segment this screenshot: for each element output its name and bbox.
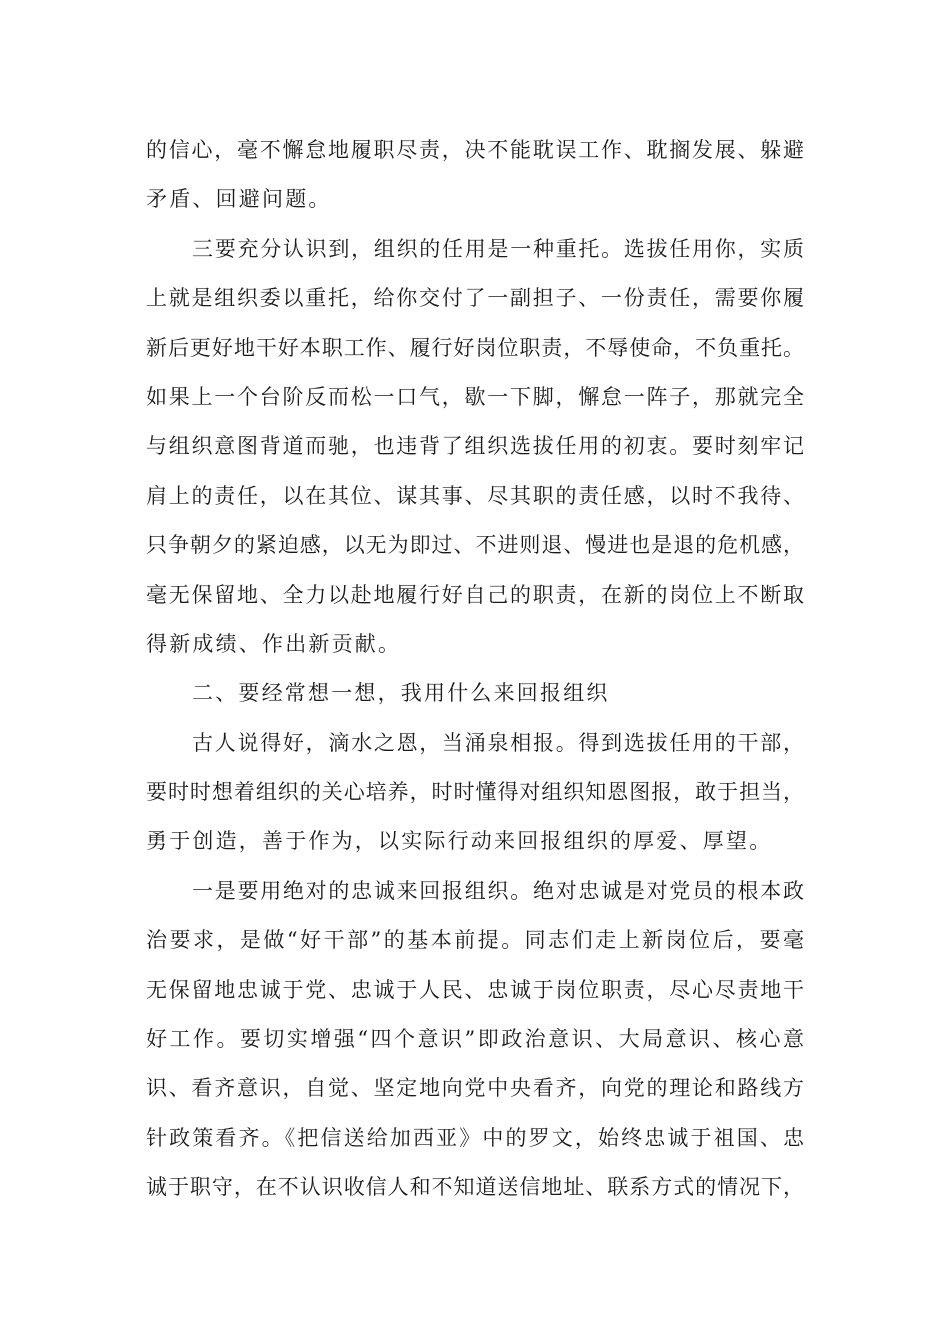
text-line: 得新成绩、作出新贡献。 xyxy=(146,631,402,656)
text-line: 识、看齐意识，自觉、坚定地向党中央看齐，向党的理论和路线方 xyxy=(146,1076,804,1101)
text-line: 治要求，是做“好干部”的基本前提。同志们走上新岗位后，要毫 xyxy=(146,928,804,953)
text-line: 古人说得好，滴水之恩，当涌泉相报。得到选拔任用的干部， xyxy=(192,730,804,755)
text-line: 好工作。要切实增强“四个意识”即政治意识、大局意识、核心意 xyxy=(146,1027,804,1052)
text-line: 与组织意图背道而驰，也违背了组织选拔任用的初衷。要时刻牢记 xyxy=(146,434,804,459)
text-line: 一是要用绝对的忠诚来回报组织。绝对忠诚是对党员的根本政 xyxy=(192,878,804,903)
text-line: 无保留地忠诚于党、忠诚于人民、忠诚于岗位职责，尽心尽责地干 xyxy=(146,977,804,1002)
text-line: 毫无保留地、全力以赴地履行好自己的职责，在新的岗位上不断取 xyxy=(146,582,804,607)
text-line: 新后更好地干好本职工作、履行好岗位职责，不辱使命，不负重托。 xyxy=(146,335,804,360)
text-line: 肩上的责任，以在其位、谋其事、尽其职的责任感，以时不我待、 xyxy=(146,483,804,508)
text-line: 只争朝夕的紧迫感，以无为即过、不进则退、慢进也是退的危机感， xyxy=(146,533,804,558)
text-line: 诚于职守，在不认识收信人和不知道送信地址、联系方式的情况下， xyxy=(146,1175,804,1200)
text-line: 二、要经常想一想，我用什么来回报组织 xyxy=(192,681,610,706)
text-line: 三要充分认识到，组织的任用是一种重托。选拔任用你，实质 xyxy=(192,236,804,261)
text-line: 矛盾、回避问题。 xyxy=(146,187,332,212)
document-body xyxy=(146,126,804,1213)
text-line: 要时时想着组织的关心培养，时时懂得对组织知恩图报，敢于担当， xyxy=(146,780,804,805)
text-line: 的信心，毫不懈怠地履职尽责，决不能耽误工作、耽搁发展、躲避 xyxy=(146,138,804,162)
text-line: 如果上一个台阶反而松一口气，歇一下脚，懈怠一阵子，那就完全 xyxy=(146,384,804,409)
text-line: 针政策看齐。《把信送给加西亚》中的罗文，始终忠诚于祖国、忠 xyxy=(146,1125,804,1150)
text-line: 上就是组织委以重托，给你交付了一副担子、一份责任，需要你履 xyxy=(146,286,804,311)
text-line: 勇于创造，善于作为，以实际行动来回报组织的厚爱、厚望。 xyxy=(146,829,773,854)
